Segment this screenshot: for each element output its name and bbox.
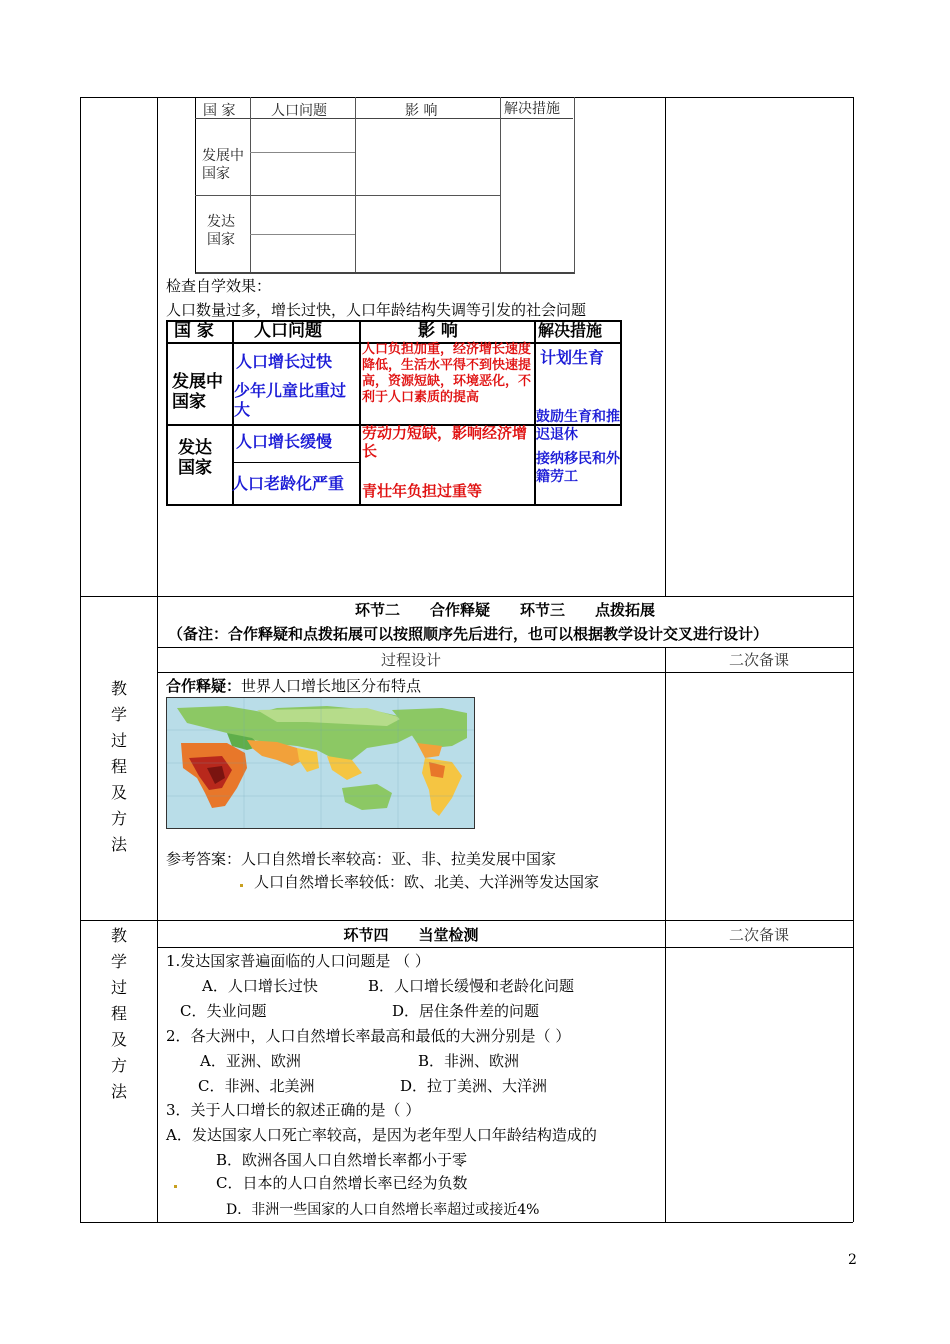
developing-measures: 计划生育 <box>540 348 605 367</box>
answer-row-developing: 发展中国家 <box>172 372 223 412</box>
q3-option-b: B．欧洲各国人口自然增长率都小于零 <box>216 1151 468 1169</box>
developing-impact: 人口负担加重，经济增长速度降低，生活水平得不到快速提高，资源短缺，环境恶化，不利于人口素质的提高 <box>362 342 532 405</box>
side-label-2: 教 学 过 程 及 方 法 <box>110 926 127 1101</box>
ws-header-problem: 人口问题 <box>271 103 327 119</box>
coop-line <box>166 676 421 696</box>
q1-option-d: D．居住条件差的问题 <box>392 1002 540 1020</box>
ws-header-impact: 影 响 <box>405 103 438 119</box>
coop-text: 世界人口增长地区分布特点 <box>241 677 422 695</box>
q2-option-b: B．非洲、欧洲 <box>418 1052 520 1070</box>
q2-option-a: A．亚洲、欧洲 <box>200 1052 301 1070</box>
section4-col-second: 二次备课 <box>728 926 789 944</box>
q2-stem: 2．各大洲中，人口自然增长率最高和最低的大洲分别是（ ） <box>166 1027 571 1045</box>
developed-problem-1: 人口增长缓慢 <box>236 432 333 451</box>
ws-row-developed: 发达国家 <box>207 214 235 248</box>
ws-row-developing: 发展中国家 <box>202 148 244 182</box>
q1-stem: 1.发达国家普遍面临的人口问题是 （ ） <box>166 952 430 970</box>
q2-option-d: D．拉丁美洲、大洋洲 <box>400 1077 548 1095</box>
answer-header-measures: 解决措施 <box>538 321 603 340</box>
answer-line-2: 人口自然增长率较低：欧、北美、大洋洲等发达国家 <box>254 873 600 891</box>
developed-problem-2: 人口老龄化严重 <box>232 474 345 493</box>
worksheet-table <box>195 97 573 272</box>
q3-option-d: D．非洲一些国家的人口自然增长率超过或接近4% <box>226 1202 540 1218</box>
section2-title: 环节二 合作释疑 环节三 点拨拓展 <box>354 601 655 619</box>
developing-problem-2: 少年儿童比重过大 <box>234 381 347 419</box>
world-population-map <box>166 697 475 829</box>
q3-stem: 3．关于人口增长的叙述正确的是（ ） <box>166 1101 421 1119</box>
developed-impact-1: 劳动力短缺，影响经济增长 <box>362 424 528 460</box>
answer-label: 参考答案： <box>166 850 242 868</box>
developed-measures-2: 接纳移民和外籍劳工 <box>536 451 620 485</box>
section2-col-second: 二次备课 <box>728 651 789 669</box>
ws-header-measures: 解决措施 <box>504 101 560 117</box>
section2-col-process: 过程设计 <box>380 651 441 669</box>
answer-line-1 <box>166 849 556 869</box>
answer-header-country: 国 家 <box>174 321 214 341</box>
q3-option-a: A．发达国家人口死亡率较高，是因为老年型人口年龄结构造成的 <box>166 1126 597 1144</box>
side-label-1: 教 学 过 程 及 方 法 <box>110 679 127 854</box>
answer-row-developed: 发达国家 <box>178 438 212 478</box>
stray-mark-2 <box>174 1185 177 1188</box>
coop-label: 合作释疑： <box>166 677 242 695</box>
section2-note: （备注：合作释疑和点拨拓展可以按照顺序先后进行，也可以根据教学设计交叉进行设计） <box>168 625 769 643</box>
answer-header-impact: 影 响 <box>418 321 458 341</box>
q1-option-c: C．失业问题 <box>180 1002 267 1020</box>
self-check-title: 检查自学效果： <box>166 277 272 295</box>
q3-option-c: C．日本的人口自然增长率已经为负数 <box>216 1174 468 1192</box>
self-check-intro: 人口数量过多，增长过快，人口年龄结构失调等引发的社会问题 <box>166 301 587 319</box>
page-number: 2 <box>848 1252 857 1268</box>
developing-problem-1: 人口增长过快 <box>236 352 333 371</box>
q1-option-b: B．人口增长缓慢和老龄化问题 <box>368 977 575 995</box>
answer-header-problem: 人口问题 <box>254 321 322 341</box>
q1-option-a: A．人口增长过快 <box>202 977 318 995</box>
answer-table <box>166 320 620 504</box>
world-map-image <box>167 698 474 828</box>
developed-impact-2: 青壮年负担过重等 <box>362 482 483 500</box>
section4-title: 环节四 当堂检测 <box>343 926 479 944</box>
answer-text-1: 人口自然增长率较高：亚、非、拉美发展中国家 <box>241 850 557 868</box>
ws-header-country: 国 家 <box>203 103 236 119</box>
stray-mark <box>240 884 243 887</box>
developed-measures-1: 鼓励生育和推迟退休 <box>536 409 620 443</box>
q2-option-c: C．非洲、北美洲 <box>198 1077 315 1095</box>
